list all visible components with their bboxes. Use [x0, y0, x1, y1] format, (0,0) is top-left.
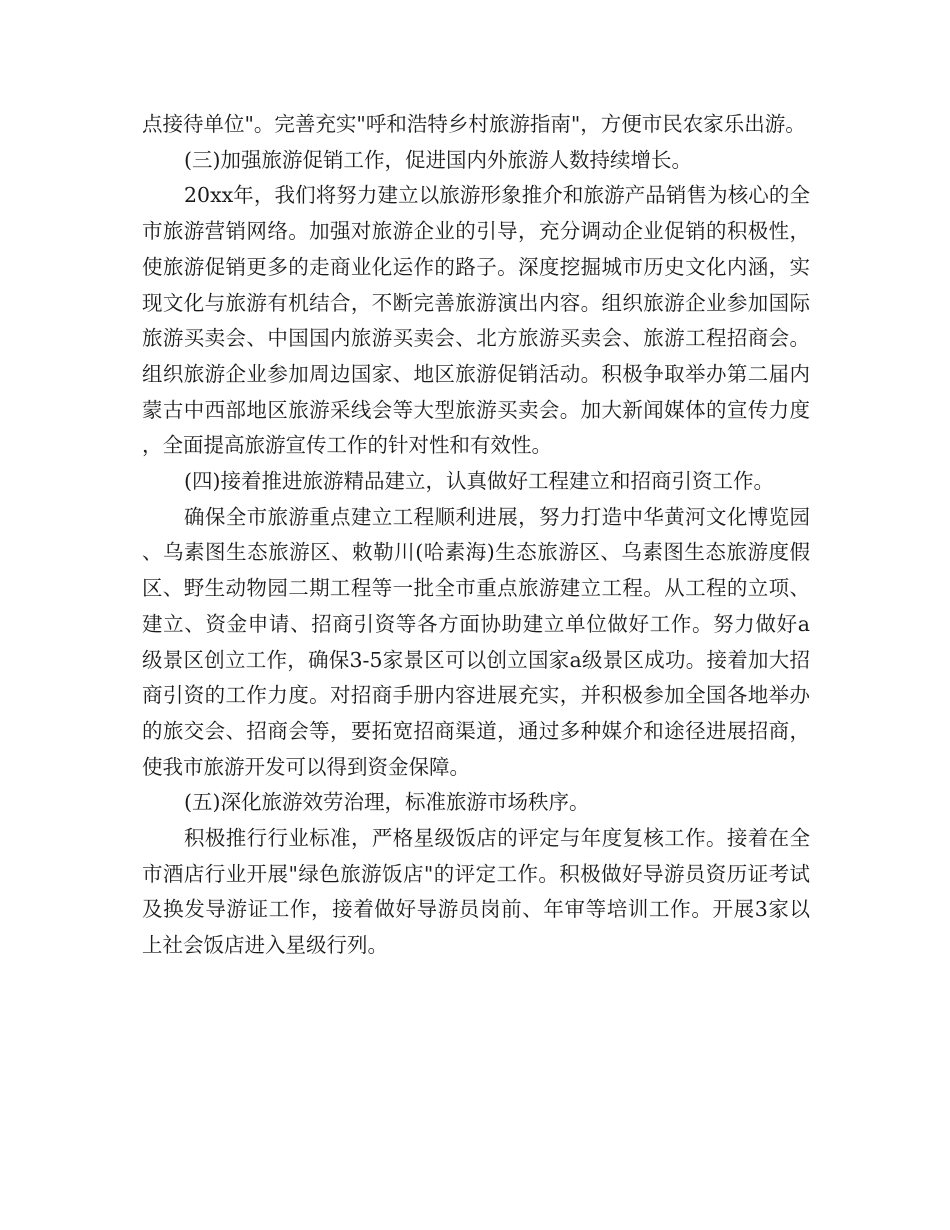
- paragraph-marketing: 20xx年，我们将努力建立以旅游形象推介和旅游产品销售为核心的全市旅游营销网络。加强对旅游企业的引导，充分调动企业促销的积极性，使旅游促销更多的走商业化运作的路子。深度挖掘城市历史文化内涵，实现文化与旅游有机结合，不断完善旅游演出内容。组织旅游企业参加国际旅游买卖会、中国国内旅游买卖会、北方旅游买卖会、旅游工程招商会。组织旅游企业参加周边国家、地区旅游促销活动。积极争取举办第二届内蒙古中西部地区旅游采线会等大型旅游买卖会。加大新闻媒体的宣传力度，全面提高旅游宣传工作的针对性和有效性。: [142, 183, 810, 458]
- section-heading-3: (三)加强旅游促销工作，促进国内外旅游人数持续增长。: [184, 147, 692, 172]
- section-heading-4: (四)接着推进旅游精品建立，认真做好工程建立和招商引资工作。: [184, 469, 774, 494]
- paragraph-projects: 确保全市旅游重点建立工程顺利进展，努力打造中华黄河文化博览园、乌素图生态旅游区、敕勒川(哈素海)生态旅游区、乌素图生态旅游度假区、野生动物园二期工程等一批全市重点旅游建立工程。从工程的立项、建立、资金申请、招商引资等各方面协助建立单位做好工作。努力做好a级景区创立工作，确保3-5家景区可以创立国家a级景区成功。接着加大招商引资的工作力度。对招商手册内容进展充实，并积极参加全国各地举办的旅交会、招商会等，要拓宽招商渠道，通过多种媒介和途径进展招商，使我市旅游开发可以得到资金保障。: [142, 504, 810, 779]
- paragraph-continuation: 点接待单位"。完善充实"呼和浩特乡村旅游指南"，方便市民农家乐出游。: [142, 112, 806, 136]
- paragraph-standards: 积极推行行业标准，严格星级饭店的评定与年度复核工作。接着在全市酒店行业开展"绿色旅游饭店"的评定工作。积极做好导游员资历证考试及换发导游证工作，接着做好导游员岗前、年审等培训工作。开展3家以上社会饭店进入星级行列。: [142, 826, 810, 958]
- section-heading-5: (五)深化旅游效劳治理，标准旅游市场秩序。: [184, 790, 590, 815]
- document-page: [142, 107, 810, 964]
